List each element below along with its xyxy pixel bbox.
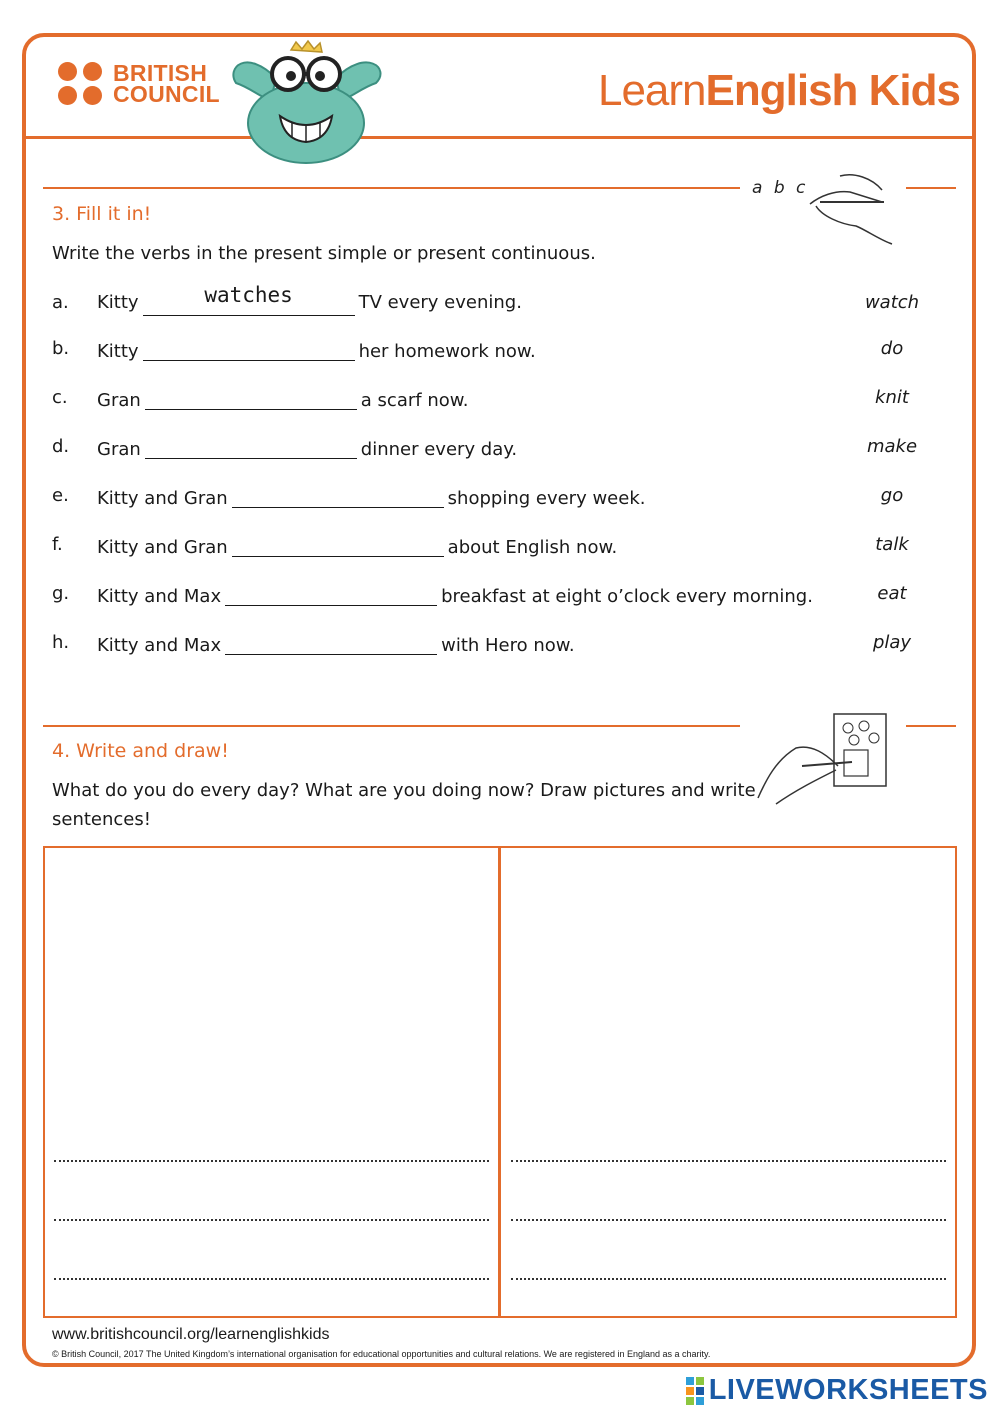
- row-subject: Kitty and Max: [97, 586, 222, 607]
- british-council-dots-icon: [58, 62, 103, 105]
- logo-learn: Learn: [597, 66, 706, 115]
- row-subject: Kitty: [97, 341, 139, 362]
- logo-english-kids: English Kids: [705, 66, 960, 115]
- answer-blank[interactable]: [145, 387, 357, 410]
- british-council-logo: [58, 59, 220, 107]
- exercise-row: [52, 283, 932, 324]
- section4-instruction: [52, 776, 756, 834]
- abc-handwriting-label: a b c: [752, 178, 809, 198]
- monster-mascot-icon: [216, 38, 396, 166]
- left-writing-line-2[interactable]: [54, 1219, 489, 1221]
- row-letter: h.: [52, 632, 70, 653]
- row-rest: dinner every day.: [360, 439, 518, 460]
- section3-instruction: Write the verbs in the present simple or present continuous.: [52, 243, 596, 264]
- answer-blank[interactable]: [225, 632, 437, 655]
- right-writing-line-1[interactable]: [511, 1160, 946, 1162]
- row-subject: Kitty: [97, 292, 139, 313]
- base-verb: make: [866, 436, 918, 457]
- section4-instruction-line2: sentences!: [52, 809, 151, 830]
- row-sentence: [97, 283, 522, 316]
- footer-copyright: © British Council, 2017 The United Kingdom’s international organisation for educational opportunities and cultural relations. We are registered in England as a charity.: [52, 1349, 711, 1359]
- left-writing-line-3[interactable]: [54, 1278, 489, 1280]
- answer-blank[interactable]: [143, 338, 355, 361]
- row-sentence: [97, 387, 469, 411]
- row-letter: f.: [52, 534, 63, 555]
- row-letter: d.: [52, 436, 70, 457]
- row-sentence: [97, 632, 575, 656]
- section4-rule-left: [43, 725, 740, 727]
- liveworksheets-logo: [686, 1374, 988, 1407]
- section3-rule-left: [43, 187, 740, 189]
- row-rest: her homework now.: [358, 341, 536, 362]
- row-subject: Gran: [97, 390, 141, 411]
- base-verb: play: [872, 632, 912, 653]
- answer-blank[interactable]: [225, 583, 437, 606]
- footer-url: www.britishcouncil.org/learnenglishkids: [52, 1326, 330, 1343]
- row-subject: Kitty and Max: [97, 635, 222, 656]
- liveworksheets-blocks-icon: [686, 1377, 704, 1405]
- liveworksheets-text: LIVEWORKSHEETS: [708, 1374, 988, 1406]
- exercise-row: [52, 387, 932, 419]
- exercise-row: [52, 485, 932, 517]
- row-rest: breakfast at eight o’clock every morning.: [441, 586, 813, 607]
- row-subject: Kitty and Gran: [97, 537, 228, 558]
- answer-blank[interactable]: [232, 485, 444, 508]
- row-letter: g.: [52, 583, 70, 604]
- row-letter: e.: [52, 485, 69, 506]
- exercise-row: [52, 534, 932, 566]
- section4-instruction-line1: What do you do every day? What are you doing now? Draw pictures and write: [52, 780, 756, 801]
- right-writing-line-3[interactable]: [511, 1278, 946, 1280]
- left-writing-line-1[interactable]: [54, 1160, 489, 1162]
- row-letter: a.: [52, 292, 69, 313]
- answer-blank[interactable]: [145, 436, 357, 459]
- row-subject: Kitty and Gran: [97, 488, 228, 509]
- row-sentence: [97, 338, 536, 362]
- section4-rule-right: [906, 725, 956, 727]
- base-verb: watch: [864, 292, 920, 313]
- row-sentence: [97, 485, 645, 509]
- row-letter: b.: [52, 338, 70, 359]
- row-rest: with Hero now.: [441, 635, 575, 656]
- drawing-area-divider: [498, 846, 501, 1318]
- learnenglish-kids-logo: [598, 66, 960, 116]
- row-rest: TV every evening.: [358, 292, 522, 313]
- base-verb: knit: [875, 387, 909, 408]
- row-letter: c.: [52, 387, 68, 408]
- answer-text: watches: [204, 283, 293, 307]
- base-verb: do: [880, 338, 904, 359]
- section3-title: 3. Fill it in!: [52, 203, 152, 225]
- exercise-row: [52, 436, 932, 468]
- exercise-row: [52, 338, 932, 370]
- writing-hand-icon: [800, 168, 900, 246]
- row-rest: shopping every week.: [447, 488, 646, 509]
- row-subject: Gran: [97, 439, 141, 460]
- section3-rule-right: [906, 187, 956, 189]
- base-verb: eat: [877, 583, 907, 604]
- base-verb: go: [880, 485, 904, 506]
- british-council-line1: BRITISH: [113, 59, 208, 86]
- row-rest: a scarf now.: [360, 390, 469, 411]
- row-sentence: [97, 436, 517, 460]
- row-rest: about English now.: [447, 537, 618, 558]
- header-divider: [24, 136, 974, 139]
- section4-title: 4. Write and draw!: [52, 740, 229, 762]
- base-verb: talk: [875, 534, 909, 555]
- row-sentence: [97, 583, 813, 607]
- answer-blank[interactable]: [143, 283, 355, 316]
- exercise-row: [52, 583, 932, 615]
- row-sentence: [97, 534, 617, 558]
- exercise-row: [52, 632, 932, 664]
- british-council-line2: COUNCIL: [113, 80, 220, 107]
- answer-blank[interactable]: [232, 534, 444, 557]
- drawing-hand-icon: [756, 710, 892, 806]
- right-writing-line-2[interactable]: [511, 1219, 946, 1221]
